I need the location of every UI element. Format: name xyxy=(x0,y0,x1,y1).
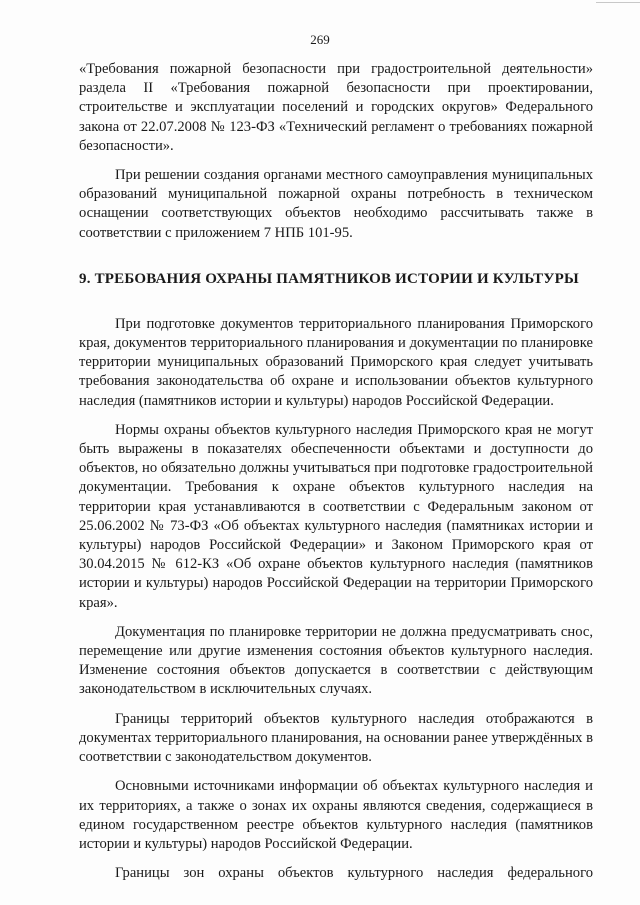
paragraph-territorial-planning: При подготовке документов территориального планирования Приморского края, документов территориального планирования и документации по планировке территории муниципальных образований Приморского края следует учитывать требования законодательства об охране и использовании объектов культурного наследия (памятников истории и культуры) народов Российской Федерации. xyxy=(79,315,593,409)
paragraph-territory-boundaries: Границы территорий объектов культурного наследия отображаются в документах территориального планирования, на основании ранее утверждённых в соответствии с законодательством документов. xyxy=(79,710,593,766)
paragraph-fire-safety-requirements: «Требования пожарной безопасности при градостроительной деятельности» раздела II «Требования пожарной безопасности при проектировании, строительстве и эксплуатации поселений и городских округов» Федерального закона от 22.07.2008 № 123-ФЗ «Технический регламент о требованиях пожарной безопасности». xyxy=(79,61,593,154)
document-body xyxy=(79,60,593,883)
paragraph-protection-norms: Нормы охраны объектов культурного наследия Приморского края не могут быть выражены в показателях обеспеченности объектами и доступности до объектов, но обязательно должны учитываться при подготовке градостроительной документации. Требования к охране объектов культурного наследия на территории края устанавливаются в соответствии с Федеральным законом от 25.06.2002 № 73-ФЗ «Об объектах культурного наследия (памятниках истории и культуры) народов Российской Федерации» и Законом Приморского края от 30.04.2015 № 612-КЗ «Об охране объектов культурного наследия (памятников истории и культуры) народов Российской Федерации на территории Приморского края». xyxy=(79,421,593,611)
paragraph-planning-documentation: Документация по планировке территории не должна предусматривать снос, перемещение или другие изменения состояния объектов культурного наследия. Изменение состояния объектов допускается в соответствии с действующим законодательством в исключительных случаях. xyxy=(79,623,593,698)
scan-edge-mark xyxy=(596,2,640,3)
section-heading: 9. ТРЕБОВАНИЯ ОХРАНЫ ПАМЯТНИКОВ ИСТОРИИ И КУЛЬТУРЫ xyxy=(79,270,579,287)
paragraph-municipal-fire-protection: При решении создания органами местного самоуправления муниципальных образований муниципальной пожарной охраны потребность в техническом оснащении соответствующих объектов необходимо рассчитывать также в соответствии с приложением 7 НПБ 101-95. xyxy=(79,167,593,241)
paragraph-information-sources: Основными источниками информации об объектах культурного наследия и их территориях, а также о зонах их охраны являются сведения, содержащиеся в едином государственном реестре объектов культурного наследия (памятников истории и культуры) народов Российской Федерации. xyxy=(79,778,593,852)
page-number: 269 xyxy=(310,32,330,47)
paragraph-protection-zones: Границы зон охраны объектов культурного наследия федерального xyxy=(115,865,593,882)
